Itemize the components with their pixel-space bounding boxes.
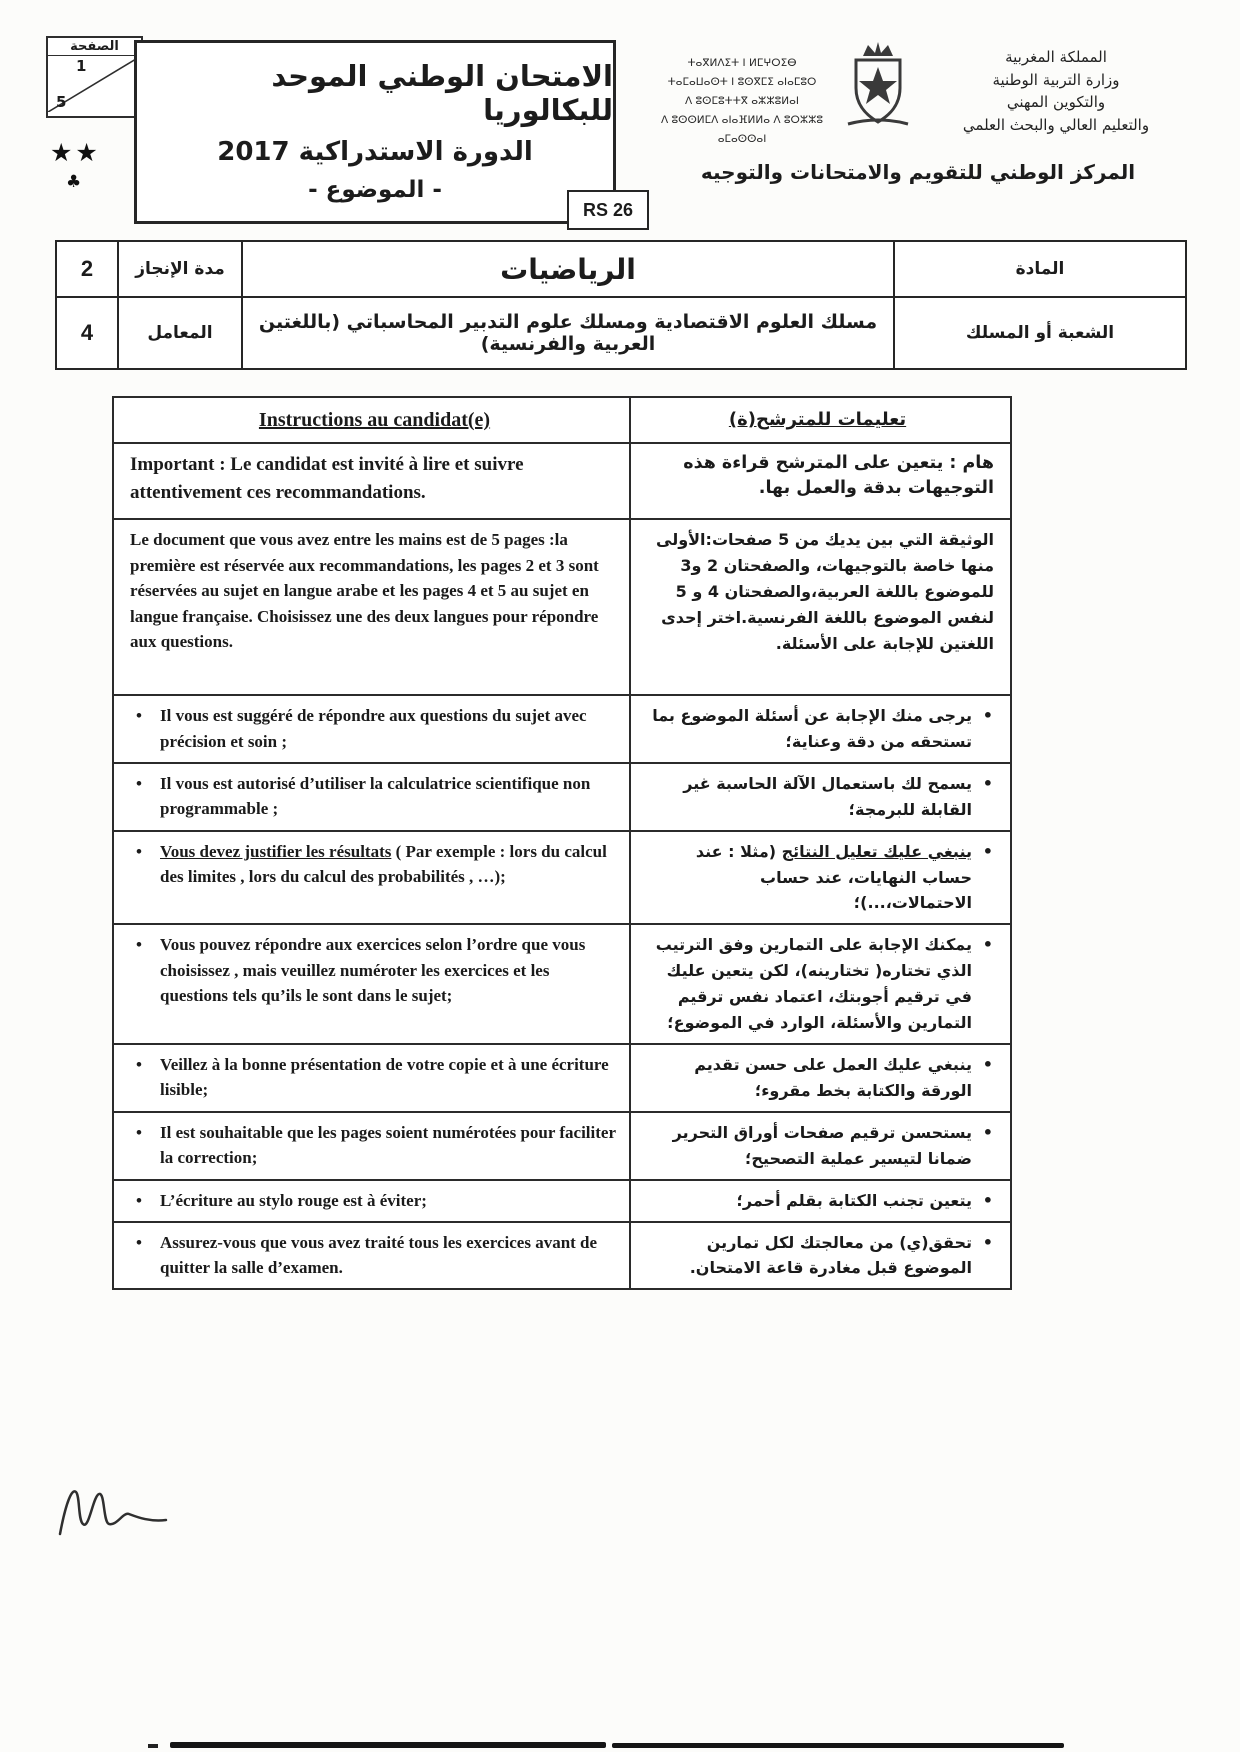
ministry-line: والتعليم العالي والبحث العلمي [962, 115, 1150, 134]
scan-artifact [170, 1742, 606, 1748]
instructions-header-fr: Instructions au candidat(e) [258, 409, 491, 431]
instructions-header-ar: تعليمات للمترشح(ة) [728, 409, 907, 431]
bullet-icon: • [982, 773, 993, 793]
instructions-header-row [114, 398, 1010, 444]
ministry-name-tifinagh [650, 54, 834, 148]
instructions-header-ar-cell [631, 398, 1010, 442]
table-row [56, 241, 1186, 297]
instruction-fr: Il vous est autorisé d’utiliser la calculatrice scientifique non programmable ; [160, 773, 591, 819]
instructions-table [112, 396, 1012, 1290]
page-counter-box [46, 36, 143, 118]
tifinagh-line: ⵜⴰⴳⵍⴷⵉⵜ ⵏ ⵍⵎⵖⵔⵉⴱ [687, 57, 797, 69]
track-label: الشعبة أو المسلك [894, 297, 1186, 369]
bullet-icon: • [136, 706, 142, 725]
bullet-icon: • [136, 1232, 142, 1252]
table-row [56, 297, 1186, 369]
instruction-ar: يتعين تجنب الكتابة بقلم أحمر؛ [736, 1190, 972, 1210]
bullet-icon: • [136, 935, 142, 955]
instruction-ar: هام : يتعين على المترشح قراءة هذه التوجيهات بدقة والعمل بها. [683, 453, 994, 498]
bullet-icon: • [982, 1232, 993, 1252]
duration-value: 2 [56, 241, 118, 297]
signature-mark [52, 1470, 182, 1548]
instruction-fr: Veillez à la bonne présentation de votre copie et à une écriture lisible; [160, 1054, 609, 1100]
tifinagh-line: ⴷ ⵓⵙⵙⵍⵎⴷ ⴰⵏⴰⴼⵍⵍⴰ ⴷ ⵓⵔⵣⵣⵓ ⴰⵎⴰⵙⵙⴰⵏ [660, 113, 824, 145]
page-counter-numbers [48, 56, 141, 112]
instructions-row [114, 925, 1010, 1045]
instructions-row [114, 1113, 1010, 1181]
evaluation-center-name: المركز الوطني للتقويم والامتحانات والتوجيه [700, 160, 1136, 184]
bullet-icon: • [136, 1054, 142, 1074]
instruction-ar-underlined: ينبغي عليك تعليل النتائج [781, 841, 972, 861]
instruction-fr: L’écriture au stylo rouge est à éviter; [160, 1190, 427, 1210]
ministry-line: وزارة التربية الوطنية [992, 70, 1120, 89]
instructions-row [114, 1181, 1010, 1223]
instruction-ar: يمكنك الإجابة على التمارين وفق الترتيب الذي تختاره( تختارينه)، لكن يتعين عليك في ترقيم أجوبتك، اعتماد نفس ترقيم التمارين والأسئلة، الوارد في الموضوع؛ [655, 935, 972, 1033]
instruction-ar: (مثلا : عند حساب النهايات، عند حساب الاحتمالات،...)؛ [695, 841, 972, 913]
bullet-icon: • [982, 1190, 993, 1210]
scan-artifact [148, 1744, 158, 1748]
instruction-fr: Il vous est suggéré de répondre aux questions du sujet avec précision et soin ; [160, 706, 587, 751]
bullet-icon: • [982, 706, 993, 725]
bullet-icon: • [136, 773, 142, 793]
ministry-name-arabic [926, 46, 1186, 136]
scan-artifact [612, 1743, 1064, 1748]
coefficient-label: المعامل [118, 297, 242, 369]
ornament-icon: ♣ [66, 172, 82, 192]
exam-info-table [55, 240, 1187, 370]
bullet-icon: • [982, 935, 993, 955]
instruction-fr: Vous pouvez répondre aux exercices selon l’ordre que vous choisissez , mais veuillez numéroter les exercices et les questions tels qu’ils le sont dans le sujet; [160, 935, 586, 1006]
tifinagh-line: ⵜⴰⵎⴰⵡⴰⵙⵜ ⵏ ⵓⵙⴳⵎⵉ ⴰⵏⴰⵎⵓⵔ [667, 75, 817, 88]
current-page-number: 1 [76, 57, 87, 75]
exam-title-box [134, 40, 616, 224]
instruction-fr: ( Par exemple : lors du calcul des limites , lors du calcul des probabilités , …); [160, 841, 607, 887]
instructions-row [114, 764, 1010, 832]
subject-label: المادة [894, 241, 1186, 297]
difficulty-stars-icon: ★★ [50, 138, 101, 167]
instruction-ar: الوثيقة التي بين يديك من 5 صفحات:الأولى منها خاصة بالتوجيهات، والصفحتان 2 و3 للموضوع باللغة العربية،والصفحتان 4 و 5 لنفس الموضوع باللغة الفرنسية.اختر إحدى اللغتين للإجابة على الأسئلة. [656, 530, 994, 653]
track-name: مسلك العلوم الاقتصادية ومسلك علوم التدبير المحاسباتي (باللغتين العربية والفرنسية) [258, 311, 878, 355]
exam-subject-tag: - الموضوع - [308, 177, 442, 203]
instructions-row [114, 1223, 1010, 1289]
instructions-header-fr-cell [114, 398, 631, 442]
exam-session: الدورة الاستدراكية 2017 [217, 137, 533, 167]
bullet-icon: • [136, 1122, 142, 1142]
instruction-fr: Il est souhaitable que les pages soient numérotées pour faciliter la correction; [160, 1122, 616, 1168]
tifinagh-line: ⴷ ⵓⵙⵎⵓⵜⵜⴳ ⴰⵣⵣⵓⵍⴰⵏ [685, 94, 799, 107]
reference-code-box [567, 190, 649, 230]
duration-label: مدة الإنجاز [118, 241, 242, 297]
instruction-ar: يستحسن ترقيم صفحات أوراق التحرير ضمانا لتيسير عملية التصحيح؛ [672, 1122, 972, 1168]
ministry-line: المملكة المغربية [1005, 48, 1107, 66]
instruction-fr: Important : Le candidat est invité à lire et suivre attentivement ces recommandations. [114, 444, 631, 518]
instructions-row [114, 696, 1010, 764]
instruction-ar: تحقق(ي) من معالجتك لكل تمارين الموضوع قبل مغادرة قاعة الامتحان. [689, 1232, 972, 1278]
instruction-ar: ينبغي عليك العمل على حسن تقديم الورقة والكتابة بخط مقروء؛ [694, 1054, 972, 1100]
instruction-fr: Le document que vous avez entre les mains est de 5 pages :la première est réservée aux recommandations, les pages 2 et 3 sont réservées au sujet en langue arabe et les pages 4 et 5 au sujet en langue française. Choisissez une des deux langues pour répondre aux questions. [114, 520, 631, 694]
total-pages-number: 5 [56, 93, 67, 111]
coat-of-arms-icon [838, 40, 918, 128]
bullet-icon: • [982, 841, 993, 861]
reference-code: RS 26 [582, 199, 634, 220]
instruction-ar: يرجى منك الإجابة عن أسئلة الموضوع بما تستحقه من دقة وعناية؛ [652, 706, 972, 751]
bullet-icon: • [982, 1122, 993, 1142]
instruction-ar: يسمح لك باستعمال الآلة الحاسبة غير القابلة للبرمجة؛ [683, 773, 972, 819]
ministry-line: والتكوين المهني [1006, 93, 1106, 111]
bullet-icon: • [136, 841, 142, 861]
page-counter-label: الصفحة [48, 38, 141, 56]
instructions-row [114, 1045, 1010, 1113]
instructions-row [114, 832, 1010, 926]
exam-title: الامتحان الوطني الموحد للبكالوريا [271, 59, 613, 127]
instructions-row [114, 444, 1010, 520]
coefficient-value: 4 [56, 297, 118, 369]
subject-name: الرياضيات [500, 252, 636, 286]
instruction-fr-underlined: Vous devez justifier les résultats [160, 841, 392, 861]
bullet-icon: • [136, 1190, 142, 1210]
bullet-icon: • [982, 1054, 993, 1074]
instruction-fr: Assurez-vous que vous avez traité tous les exercices avant de quitter la salle d’examen. [160, 1232, 598, 1277]
instructions-row [114, 520, 1010, 696]
